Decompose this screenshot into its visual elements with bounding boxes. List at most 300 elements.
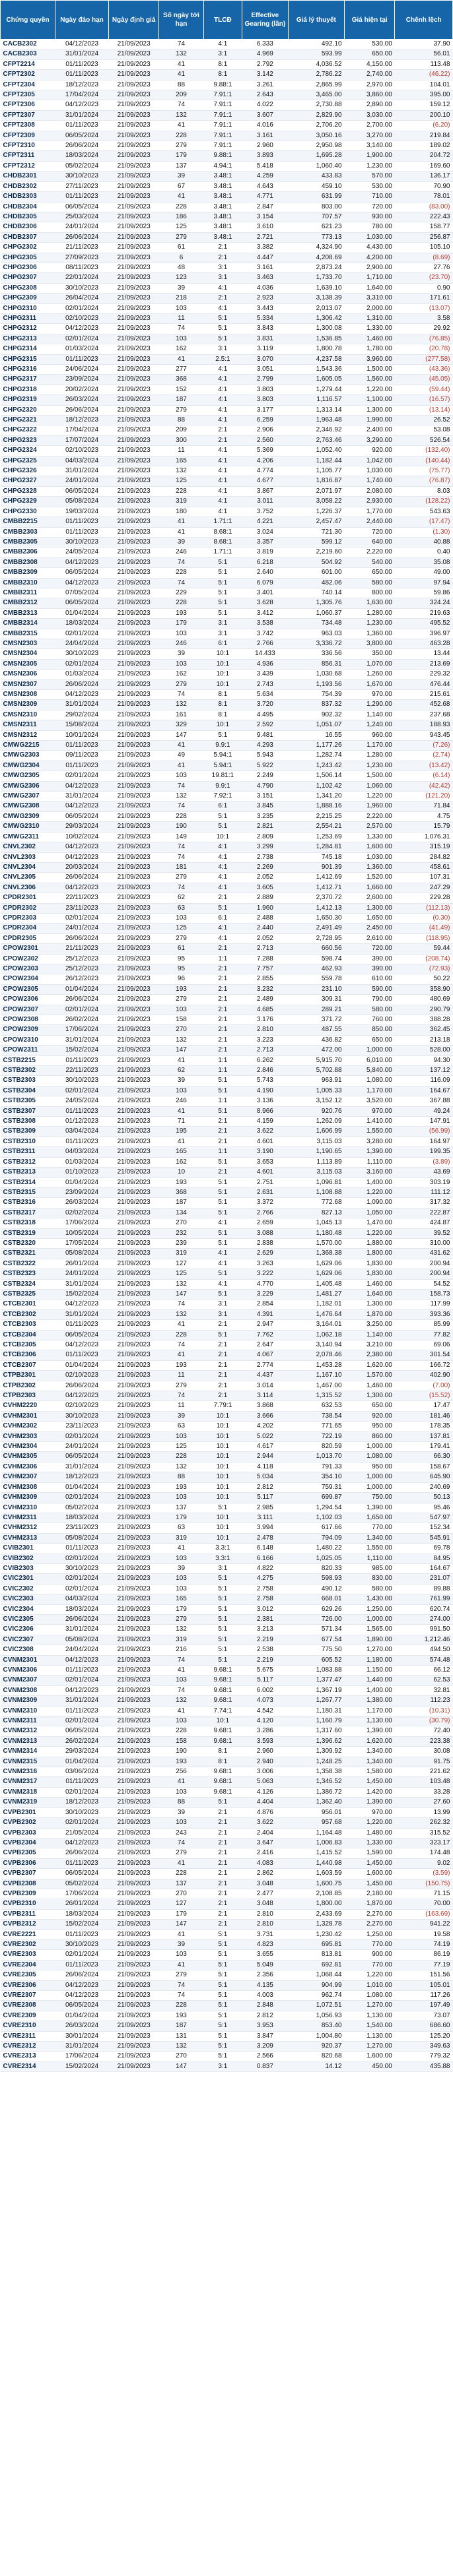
- cell-difference: 71.15: [395, 1889, 453, 1899]
- cell-valuation-date: 21/09/2023: [108, 1909, 158, 1919]
- cell-valuation-date: 21/09/2023: [108, 1503, 158, 1513]
- cell-effective-gearing: 5.049: [242, 1960, 289, 1970]
- cell-theoretical-price: 1,440.98: [288, 1858, 344, 1868]
- cell-theoretical-price: 699.87: [288, 1493, 344, 1503]
- cell-difference: 204.72: [395, 151, 453, 161]
- cell-valuation-date: 21/09/2023: [108, 995, 158, 1005]
- cell-effective-gearing: 2.812: [242, 2011, 289, 2021]
- cell-valuation-date: 21/09/2023: [108, 608, 158, 618]
- cell-warrant-code: CHPG2321: [1, 416, 55, 425]
- cell-maturity-date: 02/01/2024: [55, 1716, 109, 1726]
- cell-theoretical-price: 759.31: [288, 1482, 344, 1492]
- cell-conversion-ratio: 4:1: [203, 507, 242, 517]
- cell-current-price: 650.00: [345, 1035, 395, 1045]
- cell-theoretical-price: 3,164.01: [288, 1320, 344, 1330]
- cell-valuation-date: 21/09/2023: [108, 1309, 158, 1319]
- cell-effective-gearing: 3.401: [242, 588, 289, 598]
- cell-difference: 164.67: [395, 1086, 453, 1096]
- cell-days-to-maturity: 41: [159, 761, 203, 770]
- cell-effective-gearing: 2.713: [242, 1046, 289, 1055]
- cell-maturity-date: 30/10/2023: [55, 649, 109, 659]
- cell-maturity-date: 04/12/2023: [55, 1685, 109, 1695]
- cell-difference: 262.32: [395, 1818, 453, 1828]
- cell-warrant-code: CMWG2215: [1, 741, 55, 751]
- cell-maturity-date: 06/05/2024: [55, 202, 109, 212]
- cell-warrant-code: CVNM2308: [1, 1685, 55, 1695]
- cell-conversion-ratio: 2:1: [203, 974, 242, 984]
- cell-days-to-maturity: 74: [159, 100, 203, 110]
- cell-maturity-date: 04/03/2024: [55, 1147, 109, 1157]
- cell-effective-gearing: 4.495: [242, 710, 289, 720]
- cell-days-to-maturity: 190: [159, 822, 203, 832]
- cell-valuation-date: 21/09/2023: [108, 974, 158, 984]
- cell-effective-gearing: 2.743: [242, 679, 289, 689]
- cell-days-to-maturity: 39: [159, 649, 203, 659]
- cell-maturity-date: 23/11/2023: [55, 1523, 109, 1533]
- cell-maturity-date: 18/03/2024: [55, 1909, 109, 1919]
- table-row: [1, 1442, 453, 1452]
- table-row: [1, 751, 453, 761]
- cell-current-price: 1,620.00: [345, 1360, 395, 1370]
- cell-effective-gearing: 5.418: [242, 161, 289, 171]
- cell-difference: (6.14): [395, 771, 453, 781]
- cell-effective-gearing: 3.209: [242, 2042, 289, 2052]
- cell-maturity-date: 26/03/2024: [55, 1198, 109, 1208]
- cell-difference: 50.13: [395, 1493, 453, 1503]
- cell-effective-gearing: 3.994: [242, 1523, 289, 1533]
- cell-warrant-code: CVPB2303: [1, 1828, 55, 1838]
- cell-conversion-ratio: 5.94:1: [203, 751, 242, 761]
- cell-days-to-maturity: 270: [159, 1025, 203, 1035]
- cell-warrant-code: CHPG2322: [1, 425, 55, 435]
- cell-current-price: 4,200.00: [345, 253, 395, 263]
- cell-theoretical-price: 962.74: [288, 1991, 344, 2001]
- cell-current-price: 2,970.00: [345, 80, 395, 90]
- cell-valuation-date: 21/09/2023: [108, 1645, 158, 1655]
- table-row: [1, 1127, 453, 1137]
- cell-theoretical-price: 1,367.19: [288, 1685, 344, 1695]
- cell-valuation-date: 21/09/2023: [108, 578, 158, 588]
- cell-theoretical-price: 963.03: [288, 629, 344, 639]
- cell-current-price: 1,580.00: [345, 1767, 395, 1777]
- cell-days-to-maturity: 279: [159, 679, 203, 689]
- cell-theoretical-price: 16.55: [288, 730, 344, 740]
- cell-warrant-code: CVPB2311: [1, 1909, 55, 1919]
- cell-days-to-maturity: 131: [159, 2031, 203, 2041]
- cell-theoretical-price: 632.53: [288, 1401, 344, 1411]
- cell-current-price: 1,170.00: [345, 741, 395, 751]
- cell-theoretical-price: 2,078.46: [288, 1350, 344, 1360]
- cell-warrant-code: CVPB2308: [1, 1879, 55, 1889]
- cell-theoretical-price: 902.32: [288, 710, 344, 720]
- table-row: [1, 486, 453, 496]
- cell-conversion-ratio: 2:1: [203, 425, 242, 435]
- cell-maturity-date: 18/03/2024: [55, 1513, 109, 1523]
- cell-maturity-date: 26/06/2024: [55, 1848, 109, 1858]
- cell-difference: 213.18: [395, 1035, 453, 1045]
- cell-effective-gearing: 3.190: [242, 1147, 289, 1157]
- cell-conversion-ratio: 2:1: [203, 1046, 242, 1055]
- cell-theoretical-price: 5,702.88: [288, 1066, 344, 1076]
- cell-difference: (208.74): [395, 954, 453, 964]
- cell-maturity-date: 21/11/2023: [55, 944, 109, 954]
- cell-warrant-code: CVNM2315: [1, 1757, 55, 1767]
- cell-maturity-date: 01/11/2023: [55, 1706, 109, 1716]
- table-row: [1, 110, 453, 120]
- cell-difference: 941.22: [395, 1920, 453, 1930]
- cell-difference: (41.49): [395, 924, 453, 933]
- cell-theoretical-price: 1,030.68: [288, 670, 344, 679]
- cell-days-to-maturity: 10: [159, 1168, 203, 1178]
- cell-days-to-maturity: 218: [159, 294, 203, 303]
- cell-effective-gearing: 6.148: [242, 1544, 289, 1554]
- cell-theoretical-price: 1,629.06: [288, 1259, 344, 1269]
- cell-valuation-date: 21/09/2023: [108, 1401, 158, 1411]
- cell-warrant-code: CHPG2309: [1, 294, 55, 303]
- cell-warrant-code: CHPG2305: [1, 253, 55, 263]
- header-days-to-maturity: Số ngày tới hạn: [159, 1, 203, 40]
- table-row: [1, 1950, 453, 1960]
- cell-maturity-date: 29/02/2024: [55, 710, 109, 720]
- cell-difference: 402.90: [395, 1371, 453, 1381]
- table-row: [1, 2031, 453, 2041]
- cell-difference: 136.17: [395, 172, 453, 181]
- cell-effective-gearing: 4.159: [242, 1117, 289, 1127]
- cell-current-price: 1,740.00: [345, 476, 395, 486]
- cell-theoretical-price: 571.34: [288, 1625, 344, 1635]
- cell-effective-gearing: 2.538: [242, 1645, 289, 1655]
- cell-current-price: 3,960.00: [345, 354, 395, 364]
- cell-theoretical-price: 1,068.44: [288, 1970, 344, 1980]
- cell-difference: 13.44: [395, 649, 453, 659]
- header-maturity-date: Ngày đáo hạn: [55, 1, 109, 40]
- cell-current-price: 1,220.00: [345, 1228, 395, 1238]
- cell-current-price: 1,080.00: [345, 1076, 395, 1086]
- table-row: [1, 1391, 453, 1401]
- cell-days-to-maturity: 62: [159, 893, 203, 903]
- table-row: [1, 903, 453, 913]
- cell-conversion-ratio: 5:1: [203, 1076, 242, 1086]
- cell-valuation-date: 21/09/2023: [108, 1787, 158, 1797]
- cell-valuation-date: 21/09/2023: [108, 954, 158, 964]
- cell-difference: 59.44: [395, 944, 453, 954]
- cell-maturity-date: 01/11/2023: [55, 70, 109, 80]
- cell-effective-gearing: 5.943: [242, 751, 289, 761]
- cell-conversion-ratio: 2:1: [203, 1838, 242, 1848]
- cell-current-price: 1,310.00: [345, 313, 395, 323]
- cell-conversion-ratio: 5:1: [203, 1960, 242, 1970]
- table-row: [1, 1554, 453, 1563]
- cell-days-to-maturity: 103: [159, 1818, 203, 1828]
- table-row: [1, 883, 453, 893]
- cell-conversion-ratio: 9.68:1: [203, 1685, 242, 1695]
- cell-maturity-date: 18/12/2023: [55, 1472, 109, 1482]
- table-row: [1, 405, 453, 415]
- cell-theoretical-price: 1,816.87: [288, 476, 344, 486]
- cell-valuation-date: 21/09/2023: [108, 1655, 158, 1665]
- cell-valuation-date: 21/09/2023: [108, 1218, 158, 1228]
- cell-theoretical-price: 1,386.72: [288, 1787, 344, 1797]
- cell-days-to-maturity: 63: [159, 1422, 203, 1431]
- cell-difference: (277.58): [395, 354, 453, 364]
- cell-effective-gearing: 4.275: [242, 1574, 289, 1584]
- cell-valuation-date: 21/09/2023: [108, 1604, 158, 1614]
- cell-valuation-date: 21/09/2023: [108, 1970, 158, 1980]
- cell-conversion-ratio: 4:1: [203, 862, 242, 872]
- cell-maturity-date: 26/06/2024: [55, 232, 109, 242]
- cell-difference: 284.82: [395, 852, 453, 862]
- cell-days-to-maturity: 41: [159, 1858, 203, 1868]
- table-row: [1, 649, 453, 659]
- cell-conversion-ratio: 5:1: [203, 324, 242, 334]
- cell-conversion-ratio: 2:1: [203, 253, 242, 263]
- cell-theoretical-price: 1,368.38: [288, 1249, 344, 1259]
- cell-effective-gearing: 6.262: [242, 1055, 289, 1065]
- cell-days-to-maturity: 103: [159, 1676, 203, 1685]
- cell-theoretical-price: 721.30: [288, 527, 344, 537]
- cell-current-price: 1,650.00: [345, 1513, 395, 1523]
- cell-current-price: 590.00: [345, 984, 395, 994]
- cell-effective-gearing: 4.135: [242, 1980, 289, 1990]
- cell-days-to-maturity: 137: [159, 161, 203, 171]
- cell-conversion-ratio: 9.88:1: [203, 151, 242, 161]
- header-warrant-code: Chứng quyền: [1, 1, 55, 40]
- cell-days-to-maturity: 228: [159, 1330, 203, 1340]
- cell-maturity-date: 04/12/2023: [55, 883, 109, 893]
- cell-difference: 169.60: [395, 161, 453, 171]
- cell-theoretical-price: 1,536.85: [288, 334, 344, 344]
- cell-difference: 545.91: [395, 1533, 453, 1543]
- cell-theoretical-price: 1,309.92: [288, 1747, 344, 1757]
- cell-conversion-ratio: 5:1: [203, 1655, 242, 1665]
- cell-valuation-date: 21/09/2023: [108, 1513, 158, 1523]
- cell-conversion-ratio: 4:1: [203, 924, 242, 933]
- cell-current-price: 1,100.00: [345, 395, 395, 405]
- cell-difference: 393.36: [395, 1309, 453, 1319]
- cell-days-to-maturity: 193: [159, 608, 203, 618]
- cell-conversion-ratio: 3.48:1: [203, 181, 242, 191]
- cell-current-price: 770.00: [345, 1939, 395, 1949]
- cell-conversion-ratio: 5:1: [203, 811, 242, 821]
- cell-effective-gearing: 3.953: [242, 2021, 289, 2031]
- cell-days-to-maturity: 152: [159, 385, 203, 394]
- cell-current-price: 1,880.00: [345, 1238, 395, 1248]
- cell-theoretical-price: 621.23: [288, 222, 344, 232]
- cell-warrant-code: CVRE2221: [1, 1930, 55, 1939]
- cell-maturity-date: 26/12/2023: [55, 974, 109, 984]
- cell-theoretical-price: 3,336.72: [288, 639, 344, 648]
- table-row: [1, 425, 453, 435]
- table-row: [1, 801, 453, 811]
- cell-effective-gearing: 2.985: [242, 1503, 289, 1513]
- cell-difference: 317.32: [395, 1198, 453, 1208]
- table-row: [1, 243, 453, 253]
- header-theoretical-price: Giá lý thuyết: [288, 1, 344, 40]
- cell-days-to-maturity: 103: [159, 303, 203, 313]
- cell-warrant-code: CMWG2306: [1, 781, 55, 791]
- cell-conversion-ratio: 2:1: [203, 1350, 242, 1360]
- cell-maturity-date: 31/01/2024: [55, 1035, 109, 1045]
- cell-conversion-ratio: 5:1: [203, 1178, 242, 1187]
- cell-maturity-date: 26/01/2024: [55, 1259, 109, 1269]
- cell-valuation-date: 21/09/2023: [108, 832, 158, 842]
- cell-conversion-ratio: 5:1: [203, 1939, 242, 1949]
- cell-days-to-maturity: 368: [159, 375, 203, 385]
- cell-maturity-date: 02/01/2024: [55, 1086, 109, 1096]
- cell-valuation-date: 21/09/2023: [108, 1777, 158, 1787]
- cell-valuation-date: 21/09/2023: [108, 1991, 158, 2001]
- cell-days-to-maturity: 134: [159, 1208, 203, 1218]
- cell-effective-gearing: 3.628: [242, 598, 289, 608]
- cell-valuation-date: 21/09/2023: [108, 1818, 158, 1828]
- cell-warrant-code: CHPG2330: [1, 507, 55, 517]
- cell-current-price: 1,770.00: [345, 507, 395, 517]
- cell-maturity-date: 04/12/2023: [55, 781, 109, 791]
- cell-current-price: 1,260.00: [345, 670, 395, 679]
- cell-difference: 315.19: [395, 842, 453, 852]
- cell-valuation-date: 21/09/2023: [108, 690, 158, 700]
- cell-current-price: 1,220.00: [345, 1187, 395, 1197]
- table-row: [1, 1401, 453, 1411]
- cell-current-price: 1,270.00: [345, 1645, 395, 1655]
- cell-effective-gearing: 2.647: [242, 1340, 289, 1350]
- cell-theoretical-price: 1,306.42: [288, 313, 344, 323]
- cell-difference: 17.47: [395, 1401, 453, 1411]
- cell-theoretical-price: 487.55: [288, 1025, 344, 1035]
- cell-warrant-code: CHDB2302: [1, 181, 55, 191]
- cell-difference: 35.08: [395, 557, 453, 567]
- cell-valuation-date: 21/09/2023: [108, 1696, 158, 1706]
- cell-warrant-code: CMSN2306: [1, 670, 55, 679]
- cell-effective-gearing: 3.803: [242, 385, 289, 394]
- cell-conversion-ratio: 1:1: [203, 1096, 242, 1106]
- cell-maturity-date: 29/03/2024: [55, 822, 109, 832]
- cell-theoretical-price: 3,140.94: [288, 1340, 344, 1350]
- cell-conversion-ratio: 7.91:1: [203, 131, 242, 141]
- cell-theoretical-price: 1,315.52: [288, 1391, 344, 1401]
- cell-conversion-ratio: 3.48:1: [203, 192, 242, 202]
- cell-theoretical-price: 631.99: [288, 192, 344, 202]
- cell-maturity-date: 02/01/2024: [55, 1493, 109, 1503]
- cell-maturity-date: 17/07/2024: [55, 435, 109, 445]
- cell-valuation-date: 21/09/2023: [108, 1422, 158, 1431]
- cell-conversion-ratio: 2:1: [203, 243, 242, 253]
- cell-days-to-maturity: 63: [159, 1523, 203, 1533]
- cell-difference: 15.79: [395, 822, 453, 832]
- cell-effective-gearing: 7.762: [242, 1330, 289, 1340]
- cell-warrant-code: CMWG2304: [1, 761, 55, 770]
- cell-difference: 221.62: [395, 1767, 453, 1777]
- cell-conversion-ratio: 2:1: [203, 1025, 242, 1035]
- cell-difference: 117.99: [395, 1300, 453, 1309]
- cell-current-price: 1,450.00: [345, 1879, 395, 1889]
- cell-theoretical-price: 1,415.52: [288, 1848, 344, 1858]
- cell-days-to-maturity: 246: [159, 639, 203, 648]
- cell-current-price: 1,830.00: [345, 1269, 395, 1279]
- table-row: [1, 40, 453, 49]
- cell-maturity-date: 24/01/2024: [55, 476, 109, 486]
- cell-effective-gearing: 3.051: [242, 365, 289, 375]
- cell-days-to-maturity: 103: [159, 1787, 203, 1797]
- cell-theoretical-price: 1,052.40: [288, 446, 344, 456]
- cell-warrant-code: CFPT2308: [1, 121, 55, 131]
- cell-maturity-date: 26/04/2024: [55, 294, 109, 303]
- cell-days-to-maturity: 179: [159, 1604, 203, 1614]
- cell-conversion-ratio: 10:1: [203, 1533, 242, 1543]
- cell-difference: 116.09: [395, 1076, 453, 1086]
- cell-warrant-code: CMSN2303: [1, 639, 55, 648]
- cell-current-price: 1,440.00: [345, 1676, 395, 1685]
- cell-current-price: 1,380.00: [345, 1696, 395, 1706]
- cell-warrant-code: CVRE2307: [1, 1991, 55, 2001]
- cell-conversion-ratio: 7.92:1: [203, 792, 242, 801]
- cell-maturity-date: 26/03/2024: [55, 395, 109, 405]
- cell-current-price: 1,000.00: [345, 1472, 395, 1482]
- cell-difference: 166.72: [395, 1360, 453, 1370]
- cell-difference: 424.87: [395, 1218, 453, 1228]
- cell-days-to-maturity: 74: [159, 324, 203, 334]
- cell-current-price: 1,170.00: [345, 1086, 395, 1096]
- cell-difference: 164.97: [395, 1137, 453, 1147]
- cell-difference: (7.26): [395, 741, 453, 751]
- cell-warrant-code: CFPT2307: [1, 110, 55, 120]
- cell-warrant-code: CVHM2303: [1, 1431, 55, 1441]
- table-row: [1, 161, 453, 171]
- cell-theoretical-price: 1,279.44: [288, 385, 344, 394]
- cell-days-to-maturity: 74: [159, 1991, 203, 2001]
- cell-conversion-ratio: 5:1: [203, 313, 242, 323]
- cell-days-to-maturity: 41: [159, 1137, 203, 1147]
- cell-maturity-date: 01/04/2024: [55, 1178, 109, 1187]
- cell-theoretical-price: 1,358.38: [288, 1767, 344, 1777]
- cell-theoretical-price: 2,950.98: [288, 141, 344, 151]
- cell-warrant-code: CSTB2325: [1, 1289, 55, 1299]
- cell-difference: 117.26: [395, 1991, 453, 2001]
- cell-effective-gearing: 2.631: [242, 1187, 289, 1197]
- cell-theoretical-price: 1,650.30: [288, 913, 344, 923]
- cell-valuation-date: 21/09/2023: [108, 1828, 158, 1838]
- cell-difference: 71.84: [395, 801, 453, 811]
- cell-current-price: 2,700.00: [345, 121, 395, 131]
- cell-warrant-code: CVIC2305: [1, 1614, 55, 1624]
- cell-difference: 362.45: [395, 1025, 453, 1035]
- cell-days-to-maturity: 147: [159, 1920, 203, 1930]
- cell-theoretical-price: 504.92: [288, 557, 344, 567]
- table-row: [1, 1960, 453, 1970]
- cell-effective-gearing: 3.647: [242, 1838, 289, 1848]
- cell-days-to-maturity: 88: [159, 1472, 203, 1482]
- cell-difference: (17.47): [395, 517, 453, 527]
- cell-maturity-date: 01/04/2024: [55, 608, 109, 618]
- cell-conversion-ratio: 3.3:1: [203, 1554, 242, 1563]
- cell-days-to-maturity: 279: [159, 1614, 203, 1624]
- cell-theoretical-price: 4,036.52: [288, 59, 344, 69]
- cell-valuation-date: 21/09/2023: [108, 1472, 158, 1482]
- table-row: [1, 1076, 453, 1086]
- cell-effective-gearing: 3.752: [242, 507, 289, 517]
- cell-maturity-date: 01/11/2023: [55, 354, 109, 364]
- cell-valuation-date: 21/09/2023: [108, 1798, 158, 1807]
- cell-conversion-ratio: 9.68:1: [203, 1767, 242, 1777]
- cell-valuation-date: 21/09/2023: [108, 232, 158, 242]
- table-row: [1, 2042, 453, 2052]
- cell-maturity-date: 04/12/2023: [55, 557, 109, 567]
- cell-conversion-ratio: 2:1: [203, 1127, 242, 1137]
- cell-effective-gearing: 3.299: [242, 842, 289, 852]
- cell-difference: 13.99: [395, 1807, 453, 1817]
- cell-maturity-date: 01/11/2023: [55, 1858, 109, 1868]
- cell-valuation-date: 21/09/2023: [108, 1563, 158, 1573]
